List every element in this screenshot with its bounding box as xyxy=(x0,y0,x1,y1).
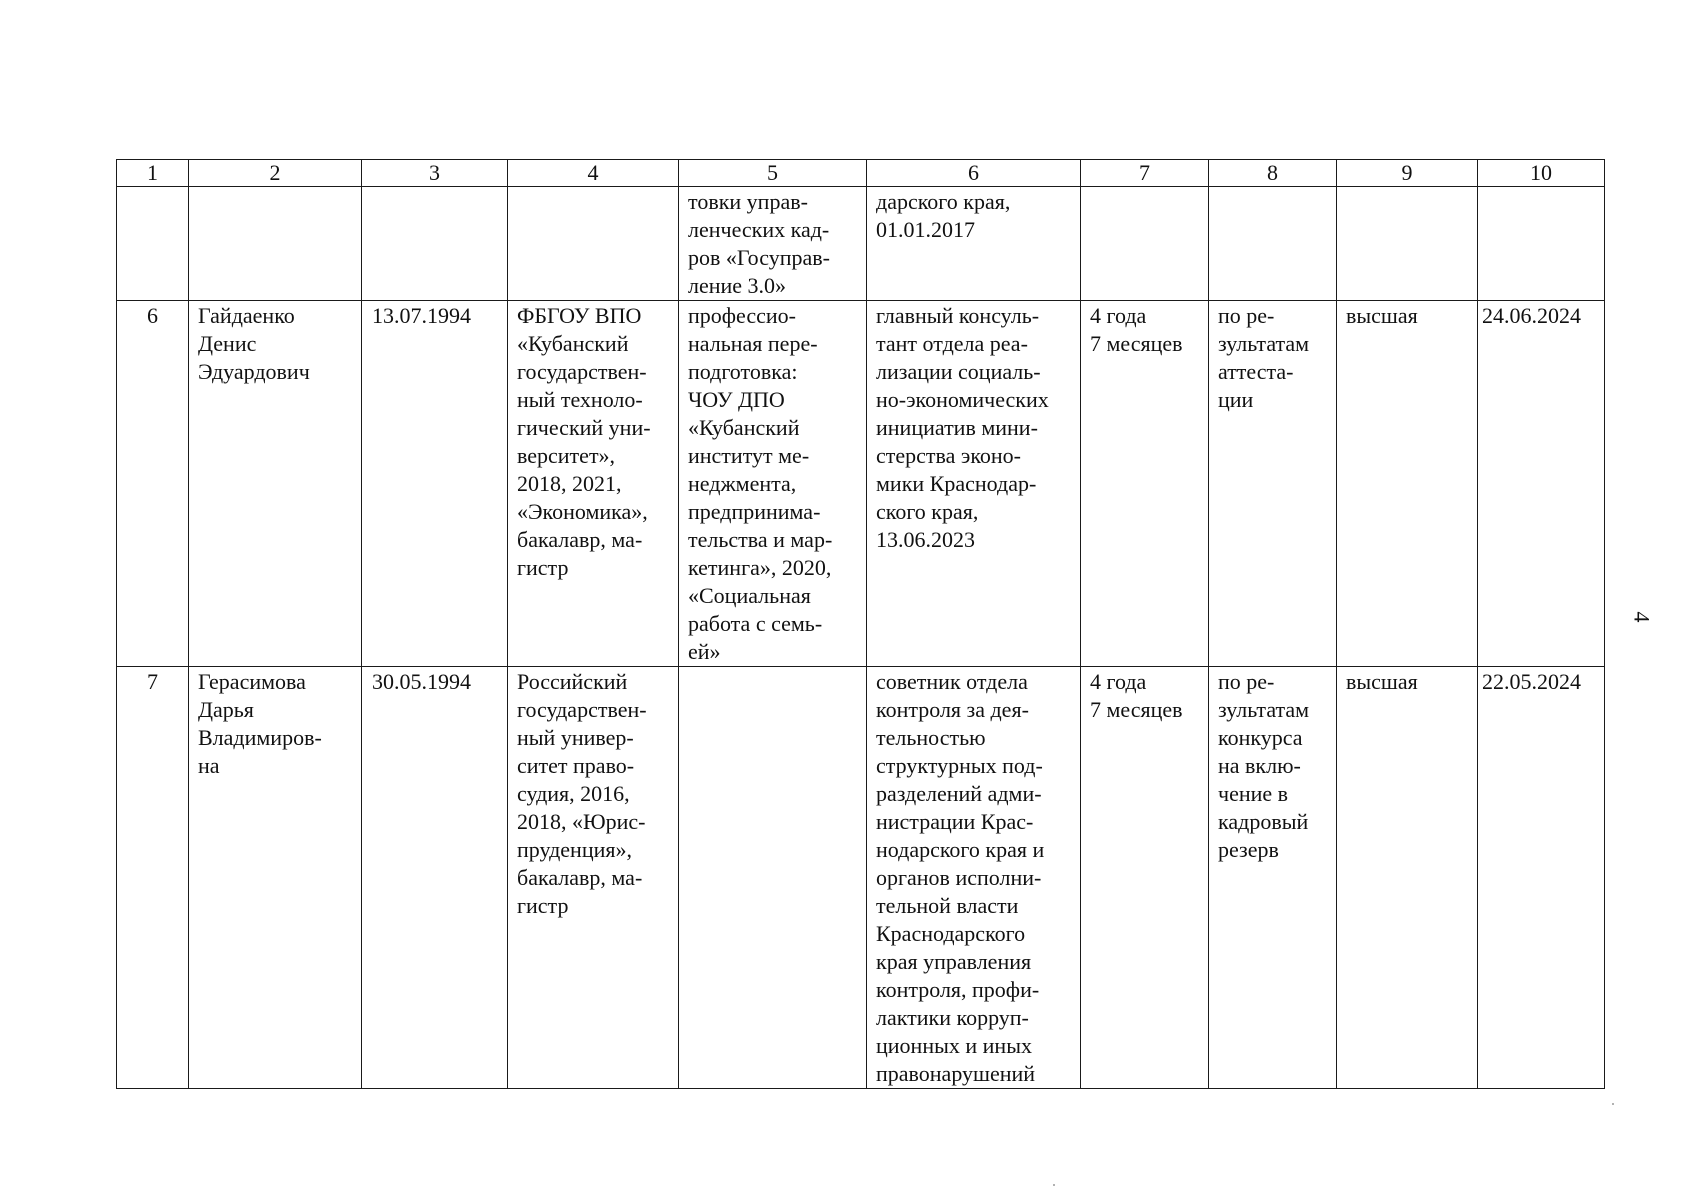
basis-cell: по ре- зультатам аттеста- ции xyxy=(1209,301,1337,667)
name-cell: Гайдаенко Денис Эдуардович xyxy=(189,301,362,667)
scan-speck xyxy=(1053,1184,1055,1186)
experience-cell: 4 года 7 месяцев xyxy=(1081,301,1209,667)
category-cell xyxy=(1337,187,1478,301)
date-cell: 22.05.2024 xyxy=(1478,667,1605,1089)
education-cell: ФБГОУ ВПО «Кубанский государствен- ный техноло- гический уни- верситет», 2018, 2021, «Экономика», бакалавр, ма- гистр xyxy=(508,301,679,667)
header-cell-7: 7 xyxy=(1081,160,1209,187)
scan-speck xyxy=(1612,1103,1614,1105)
birth-date-cell xyxy=(362,187,508,301)
additional-education-cell: профессио- нальная пере- подготовка: ЧОУ ДПО «Кубанский институт ме- неджмента, предпринима- тельства и мар- кетинга», 2020, «Социальная работа с семь- ей» xyxy=(679,301,867,667)
additional-education-cell xyxy=(679,667,867,1089)
basis-cell xyxy=(1209,187,1337,301)
page-number: 4 xyxy=(1629,611,1655,623)
personnel-table xyxy=(116,159,1605,1089)
row-number-cell: 6 xyxy=(117,301,189,667)
position-cell: советник отдела контроля за дея- тельностью структурных под- разделений адми- нистрации Крас- нодарского края и органов исполни- тельной власти Краснодарского края управления контроля, профи- лактики корруп- ционных и иных правонарушений xyxy=(867,667,1081,1089)
date-cell: 24.06.2024 xyxy=(1478,301,1605,667)
birth-date-cell: 13.07.1994 xyxy=(362,301,508,667)
header-cell-8: 8 xyxy=(1209,160,1337,187)
table-header-row xyxy=(117,160,1605,187)
header-cell-4: 4 xyxy=(508,160,679,187)
header-cell-3: 3 xyxy=(362,160,508,187)
experience-cell xyxy=(1081,187,1209,301)
header-cell-1: 1 xyxy=(117,160,189,187)
header-cell-2: 2 xyxy=(189,160,362,187)
row-number-cell: 7 xyxy=(117,667,189,1089)
header-cell-6: 6 xyxy=(867,160,1081,187)
header-cell-10: 10 xyxy=(1478,160,1605,187)
category-cell: высшая xyxy=(1337,667,1478,1089)
row-number-cell xyxy=(117,187,189,301)
category-cell: высшая xyxy=(1337,301,1478,667)
name-cell: Герасимова Дарья Владимиров- на xyxy=(189,667,362,1089)
education-cell xyxy=(508,187,679,301)
date-cell xyxy=(1478,187,1605,301)
position-cell: дарского края, 01.01.2017 xyxy=(867,187,1081,301)
education-cell: Российский государствен- ный универ- ситет право- судия, 2016, 2018, «Юрис- пруденция», бакалавр, ма- гистр xyxy=(508,667,679,1089)
header-cell-9: 9 xyxy=(1337,160,1478,187)
additional-education-cell: товки управ- ленческих кад- ров «Госуправ- ление 3.0» xyxy=(679,187,867,301)
position-cell: главный консуль- тант отдела реа- лизации социаль- но-экономических инициатив мини- стерства эконо- мики Краснодар- ского края, 13.06.2023 xyxy=(867,301,1081,667)
table-row xyxy=(117,301,1605,667)
birth-date-cell: 30.05.1994 xyxy=(362,667,508,1089)
header-cell-5: 5 xyxy=(679,160,867,187)
table-row xyxy=(117,187,1605,301)
experience-cell: 4 года 7 месяцев xyxy=(1081,667,1209,1089)
name-cell xyxy=(189,187,362,301)
basis-cell: по ре- зультатам конкурса на вклю- чение в кадровый резерв xyxy=(1209,667,1337,1089)
table-row xyxy=(117,667,1605,1089)
